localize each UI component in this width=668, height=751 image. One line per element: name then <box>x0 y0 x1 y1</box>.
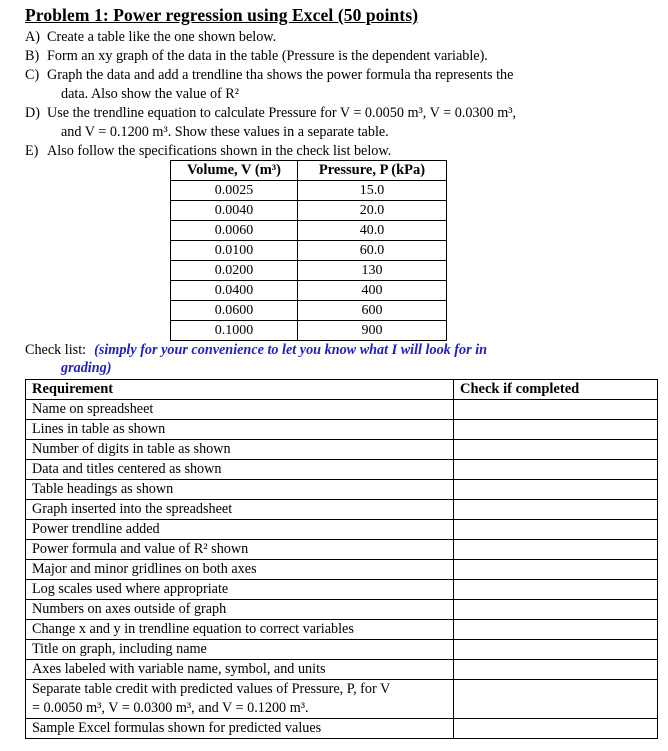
requirement-cell: Log scales used where appropriate <box>26 580 454 600</box>
requirement-cell: Number of digits in table as shown <box>26 440 454 460</box>
check-cell[interactable] <box>454 719 658 739</box>
requirement-header: Requirement <box>26 380 454 400</box>
table-row <box>26 580 658 600</box>
instruction-b <box>25 47 488 66</box>
check-cell[interactable] <box>454 600 658 620</box>
check-cell[interactable] <box>454 540 658 560</box>
requirement-cell: Lines in table as shown <box>26 420 454 440</box>
checklist-note-cont: grading) <box>61 360 112 376</box>
check-cell[interactable] <box>454 620 658 640</box>
requirement-cell: Axes labeled with variable name, symbol, and units <box>26 660 454 680</box>
pressure-cell: 20.0 <box>298 201 447 221</box>
check-cell[interactable] <box>454 520 658 540</box>
instruction-text: Use the trendline equation to calculate Pressure for V = 0.0050 m³, V = 0.0300 m³, <box>47 105 517 121</box>
volume-header: Volume, V (m³) <box>171 161 298 181</box>
check-cell[interactable] <box>454 480 658 500</box>
requirement-cell: Numbers on axes outside of graph <box>26 600 454 620</box>
volume-cell: 0.0025 <box>171 181 298 201</box>
pressure-cell: 130 <box>298 261 447 281</box>
volume-cell: 0.1000 <box>171 321 298 341</box>
table-row <box>26 719 658 739</box>
check-cell[interactable] <box>454 400 658 420</box>
check-cell[interactable] <box>454 560 658 580</box>
checklist-heading <box>25 341 487 360</box>
instruction-e <box>25 142 391 161</box>
table-row <box>26 400 658 420</box>
table-row <box>26 420 658 440</box>
requirement-line: Separate table credit with predicted values of Pressure, P, for V <box>32 681 391 697</box>
pressure-cell: 15.0 <box>298 181 447 201</box>
table-row <box>26 680 658 719</box>
instruction-label: A) <box>25 29 40 45</box>
volume-cell: 0.0040 <box>171 201 298 221</box>
table-row <box>171 301 447 321</box>
table-row <box>26 660 658 680</box>
requirement-cell: Table headings as shown <box>26 480 454 500</box>
requirement-line: = 0.0050 m³, V = 0.0300 m³, and V = 0.1200 m³. <box>32 700 309 716</box>
checklist-header <box>26 380 658 400</box>
table-row <box>26 500 658 520</box>
table-row <box>26 520 658 540</box>
requirement-cell <box>26 680 454 719</box>
checklist-table <box>25 379 658 739</box>
table-row <box>171 201 447 221</box>
volume-cell: 0.0400 <box>171 281 298 301</box>
instruction-text: Graph the data and add a trendline tha shows the power formula tha represents the <box>47 67 514 83</box>
instruction-d-cont: and V = 0.1200 m³. Show these values in a separate table. <box>61 124 389 140</box>
volume-cell: 0.0100 <box>171 241 298 261</box>
instruction-text: Also follow the specifications shown in the check list below. <box>47 143 392 159</box>
pressure-cell: 600 <box>298 301 447 321</box>
requirement-cell: Title on graph, including name <box>26 640 454 660</box>
instruction-label: E) <box>25 143 39 159</box>
instruction-text: Form an xy graph of the data in the table (Pressure is the dependent variable). <box>47 48 488 64</box>
table-row <box>26 440 658 460</box>
check-cell[interactable] <box>454 460 658 480</box>
instruction-d <box>25 104 516 123</box>
requirement-cell: Major and minor gridlines on both axes <box>26 560 454 580</box>
table-row <box>171 281 447 301</box>
instruction-c-cont: data. Also show the value of R² <box>61 86 240 102</box>
pressure-cell: 60.0 <box>298 241 447 261</box>
pressure-header: Pressure, P (kPa) <box>298 161 447 181</box>
pressure-cell: 40.0 <box>298 221 447 241</box>
check-completed-header: Check if completed <box>454 380 658 400</box>
instruction-c <box>25 66 513 85</box>
table-row <box>26 600 658 620</box>
data-table <box>170 160 447 341</box>
table-row <box>171 221 447 241</box>
pressure-cell: 400 <box>298 281 447 301</box>
instruction-a <box>25 28 276 47</box>
requirement-cell: Power formula and value of R² shown <box>26 540 454 560</box>
check-cell[interactable] <box>454 640 658 660</box>
table-row <box>26 460 658 480</box>
requirement-cell: Name on spreadsheet <box>26 400 454 420</box>
requirement-cell: Data and titles centered as shown <box>26 460 454 480</box>
table-row <box>171 261 447 281</box>
problem-title: Problem 1: Power regression using Excel (50 points) <box>25 5 419 25</box>
table-row <box>26 540 658 560</box>
requirement-cell: Sample Excel formulas shown for predicted values <box>26 719 454 739</box>
volume-cell: 0.0060 <box>171 221 298 241</box>
checklist-label: Check list: <box>25 342 87 358</box>
data-table-header <box>171 161 447 181</box>
instruction-label: D) <box>25 105 40 121</box>
check-cell[interactable] <box>454 420 658 440</box>
check-cell[interactable] <box>454 440 658 460</box>
requirement-cell: Graph inserted into the spreadsheet <box>26 500 454 520</box>
table-row <box>26 560 658 580</box>
check-cell[interactable] <box>454 580 658 600</box>
requirement-cell: Change x and y in trendline equation to correct variables <box>26 620 454 640</box>
table-row <box>171 181 447 201</box>
volume-cell: 0.0600 <box>171 301 298 321</box>
instruction-label: B) <box>25 48 40 64</box>
pressure-cell: 900 <box>298 321 447 341</box>
check-cell[interactable] <box>454 680 658 719</box>
check-cell[interactable] <box>454 500 658 520</box>
check-cell[interactable] <box>454 660 658 680</box>
table-row <box>171 241 447 261</box>
table-row <box>26 620 658 640</box>
instruction-text: Create a table like the one shown below. <box>47 29 277 45</box>
table-row <box>26 480 658 500</box>
instruction-label: C) <box>25 67 40 83</box>
volume-cell: 0.0200 <box>171 261 298 281</box>
requirement-cell: Power trendline added <box>26 520 454 540</box>
table-row <box>171 321 447 341</box>
table-row <box>26 640 658 660</box>
checklist-note: (simply for your convenience to let you know what I will look for in <box>94 342 488 358</box>
